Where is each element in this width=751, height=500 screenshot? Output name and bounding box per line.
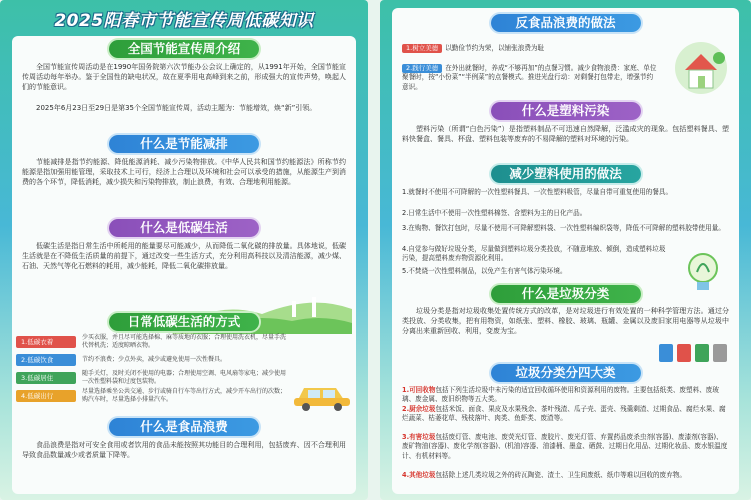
reduce-plastic-item-5: 5.不焚烧一次性塑料制品，以免产生有害气体污染环境。 (402, 267, 567, 275)
category-recyclable-text: 包括下列生活垃圾中未污染的适宜回收循环使用和资源利用的废物。主要包括纸类、废塑料、废玻璃、废金属、废旧织物等五大类。 (402, 386, 719, 404)
category-other (402, 471, 729, 480)
reduce-plastic-item-2: 2.日常生活中不使用一次性塑料棉签、含塑料为主的日化产品。 (402, 209, 587, 217)
tag-low-carbon-diet: 2.低碳饮食 (16, 354, 76, 366)
section-heading-energy-saving: 什么是节能减排 (109, 135, 259, 153)
anti-waste-item-1 (402, 44, 659, 53)
food-waste-paragraph: 食品浪费是指对可安全食用或者饮用的食品未能按照其功能目的合理利用，包括废弃、因不合理利用导致食品数量减少或者质量下降等。 (22, 441, 346, 460)
low-carbon-living-text: 随手关灯，及时关闭不使用的电器；合理使用空调、电风扇等家电；减少使用一次性塑料袋和过度包装物。 (82, 370, 287, 385)
tag-low-carbon-clothing: 1.低碳衣着 (16, 336, 76, 348)
week-intro-theme: 2025年6月23日至29日是第35个全国节能宣传周，活动主题为：节能增效，焕“新”引领。 (36, 104, 317, 112)
low-carbon-clothing-text: 少买衣服，并且尽可能选择棉、麻等质地的衣服；合理使用洗衣机，尽量手洗代替机洗；适度晾晒衣物。 (82, 334, 287, 349)
plastic-pollution-paragraph: 塑料污染（所谓“白色污染”）是指塑料制品不可迅速自然降解，泛滥成灾的现象。包括塑料餐具、塑料快餐盒、餐具、杯盘、塑料包装等废弃的不易降解的塑料对环境的污染。 (402, 125, 729, 144)
reduce-plastic-item-4: 4.自觉参与做好垃圾分类，尽量做到塑料垃圾分类投放，不随意堆放、倾倒，造成塑料垃圾污染，提高塑料废弃物资源化利用。 (402, 245, 666, 263)
category-hazardous-label: 3.有害垃圾 (402, 433, 436, 441)
section-heading-daily-low-carbon: 日常低碳生活的方式 (109, 313, 259, 331)
category-hazardous (402, 433, 729, 461)
tag-establish-virtue: 1.树立美德 (402, 44, 442, 53)
low-carbon-life-paragraph: 低碳生活是指日常生活中所耗用的能量要尽可能减少，从而降低二氧化碳的排放量。具体地说，低碳生活就是在不降低生活质量的前提下，通过改变一些生活方式，充分利用高科技以及清洁能源，减少煤、石油、天然气等化石燃料的耗用，减少能耗，降低二氧化碳排放量。 (22, 242, 346, 271)
energy-saving-paragraph: 节能减排是指节约能源、降低能源消耗、减少污染物排放。《中华人民共和国节约能源法》所称节约能源是指加强用能管理，采取技术上可行，经济上合理以及环境和社会可以承受的措施，从能源生产到消费的各个环节，降低消耗，减少损失和污染物排放，制止浪费，有效、合理地利用能源。 (22, 158, 346, 187)
tag-low-carbon-travel: 4.低碳出行 (16, 390, 76, 402)
poster-title: 2025阳春市节能宣传周低碳知识 (54, 11, 314, 31)
anti-waste-item-1-text: 以勤俭节约为荣，以铺张浪费为耻 (445, 44, 545, 52)
category-kitchen (402, 405, 729, 424)
section-heading-week-intro: 全国节能宣传周介绍 (109, 40, 259, 58)
anti-waste-item-2 (402, 64, 659, 92)
category-recyclable (402, 386, 729, 405)
recycle-bins-icon (657, 338, 729, 364)
reduce-plastic-item-3: 3.在购物、餐饮打包时，尽量不使用不可降解塑料袋、一次性塑料编织袋等，降低不可降解的塑料胶带使用量。 (402, 224, 725, 232)
category-other-text: 包括除上述几类垃圾之外的砖瓦陶瓷、渣土、卫生间废纸、纸巾等难以回收的废弃物。 (435, 471, 687, 479)
low-carbon-diet-text: 节约不浪费；少点外卖，减少或避免使用一次性餐具。 (82, 356, 227, 363)
category-hazardous-text: 包括废灯管、废电池、废荧光灯管、废胶片、废光灯管、弃置药品废杀虫剂(容器)、废漆剂(容器)、废矿物油(容器)、废化学剂(容器)、(机油)容器、油漆桶、墨盒、硒鼓、过期日化用品、过期化妆品、废水银温度计、有机材料等。 (402, 433, 728, 460)
section-heading-low-carbon-life: 什么是低碳生活 (109, 219, 259, 237)
left-content-card (12, 36, 356, 494)
category-other-label: 4.其他垃圾 (402, 471, 436, 479)
light-bulb-icon (683, 250, 723, 294)
left-poster (0, 0, 368, 500)
category-kitchen-label: 2.厨余垃圾 (402, 405, 436, 413)
section-heading-plastic-pollution: 什么是塑料污染 (491, 102, 641, 120)
tag-practice-virtue: 2.践行美德 (402, 64, 442, 73)
garbage-sorting-paragraph: 垃圾分类是指对垃圾收集处置传统方式的改革，是对垃圾进行有效处置的一种科学管理方法。通过分类投放、分类收集，把有用物资，如纸张、塑料、橡胶、玻璃、瓶罐、金属以及废旧家用电器等从垃圾中分离出来重新回收、利用，变废为宝。 (402, 307, 729, 336)
low-carbon-travel-text: 尽量选择乘坐公共交通、步行或骑自行车等出行方式，减少开车出行的次数；购汽车时，尽量选择小排量汽车。 (82, 388, 287, 403)
car-icon (292, 376, 352, 412)
anti-waste-item-2-text: 在外出就餐时，养成“不够再加”的点餐习惯。减少食物浪费：家庭、单位聚餐时，按“小份菜”“半例菜”的点餐模式。推进光盘行动：对剩餐打包带走，增强节约意识。 (402, 64, 657, 91)
section-heading-garbage-sorting: 什么是垃圾分类 (491, 285, 641, 303)
section-heading-food-waste: 什么是食品浪费 (109, 418, 259, 436)
category-kitchen-text: 包括米饭、面食、果皮及水果残余、茶叶残渣、瓜子壳、蛋壳、残羹剩渣、过期食品、腐烂水果、腐烂蔬菜、枯萎花草、残枝落叶、肉类、鱼虾类、废渣等。 (402, 405, 726, 423)
section-heading-anti-food-waste: 反食品浪费的做法 (491, 14, 641, 32)
week-intro-paragraph: 全国节能宣传周活动是在1990年国务院第六次节能办公会议上确定的，从1991年开始，全国节能宣传周活动每年举办。鉴于全国性的缺电状况，故在夏季用电高峰到来之前，形成强大的宣传声势，唤起人们的节能意识。 (22, 63, 346, 92)
right-content-card (392, 8, 739, 494)
category-recyclable-label: 1.可回收物 (402, 386, 436, 394)
right-poster (380, 0, 751, 500)
section-heading-four-categories: 垃圾分类分四大类 (491, 364, 641, 382)
tag-low-carbon-living: 3.低碳居住 (16, 372, 76, 384)
eco-house-icon (671, 36, 731, 96)
section-heading-reduce-plastic: 减少塑料使用的做法 (491, 165, 641, 183)
reduce-plastic-item-1: 1.就餐时不使用不可降解的一次性塑料餐具、一次性塑料吸管，尽量自带可重复使用的餐具。 (402, 188, 673, 196)
